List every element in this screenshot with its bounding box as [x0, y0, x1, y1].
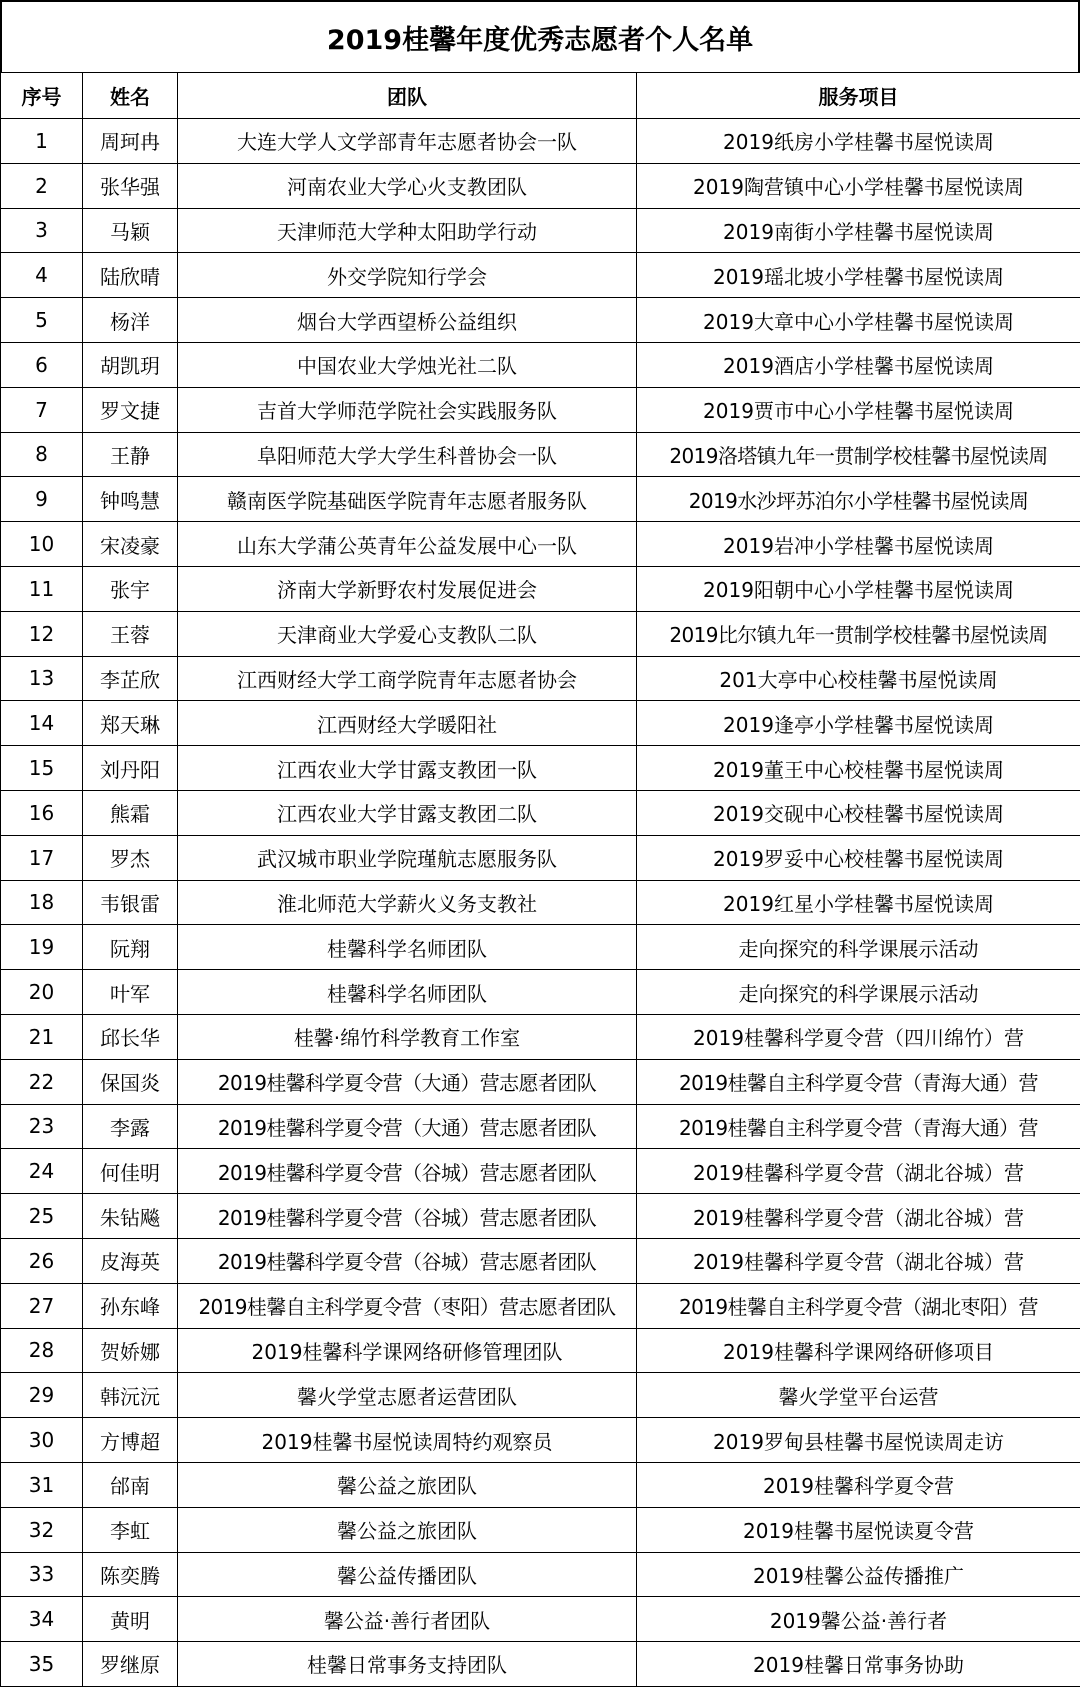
table-row: [1, 119, 1080, 164]
table-row: [1, 835, 1080, 880]
cell-team: 赣南医学院基础医学院青年志愿者服务队: [178, 477, 637, 522]
cell-project: 2019桂馨科学夏令营（四川绵竹）营: [637, 1014, 1080, 1059]
cell-name: 钟鸣慧: [83, 477, 178, 522]
cell-index: 10: [1, 522, 83, 567]
header-index: 序号: [1, 73, 83, 119]
table-row: [1, 298, 1080, 343]
cell-name: 何佳明: [83, 1149, 178, 1194]
cell-name: 杨洋: [83, 298, 178, 343]
table-row: [1, 1283, 1080, 1328]
cell-team: 山东大学蒲公英青年公益发展中心一队: [178, 522, 637, 567]
cell-project: 2019桂馨科学夏令营（湖北谷城）营: [637, 1194, 1080, 1239]
cell-index: 27: [1, 1283, 83, 1328]
cell-index: 30: [1, 1418, 83, 1463]
cell-team: 武汉城市职业学院瑾航志愿服务队: [178, 835, 637, 880]
table-row: [1, 432, 1080, 477]
cell-team: 外交学院知行学会: [178, 253, 637, 298]
cell-project: 2019交砚中心校桂馨书屋悦读周: [637, 790, 1080, 835]
cell-index: 8: [1, 432, 83, 477]
cell-name: 宋凌豪: [83, 522, 178, 567]
cell-name: 韩沅沅: [83, 1373, 178, 1418]
cell-name: 邱长华: [83, 1014, 178, 1059]
cell-name: 叶军: [83, 970, 178, 1015]
table-row: [1, 566, 1080, 611]
cell-name: 韦银雷: [83, 880, 178, 925]
table-row: [1, 1597, 1080, 1642]
cell-index: 13: [1, 656, 83, 701]
cell-name: 罗继原: [83, 1642, 178, 1687]
cell-name: 郑天琳: [83, 701, 178, 746]
cell-team: 2019桂馨科学夏令营（谷城）营志愿者团队: [178, 1238, 637, 1283]
cell-project: 2019水沙坪苏泊尔小学桂馨书屋悦读周: [637, 477, 1080, 522]
table-row: [1, 1418, 1080, 1463]
cell-project: 2019桂馨科学夏令营（湖北谷城）营: [637, 1149, 1080, 1194]
table-row: [1, 1373, 1080, 1418]
cell-index: 15: [1, 746, 83, 791]
cell-name: 朱钻飚: [83, 1194, 178, 1239]
cell-name: 张宇: [83, 566, 178, 611]
cell-index: 17: [1, 835, 83, 880]
cell-name: 陆欣晴: [83, 253, 178, 298]
cell-name: 李虹: [83, 1507, 178, 1552]
cell-index: 23: [1, 1104, 83, 1149]
cell-index: 18: [1, 880, 83, 925]
cell-project: 2019桂馨科学课网络研修项目: [637, 1328, 1080, 1373]
cell-index: 9: [1, 477, 83, 522]
table-row: [1, 1642, 1080, 1687]
cell-project: 201大亭中心校桂馨书屋悦读周: [637, 656, 1080, 701]
cell-name: 李露: [83, 1104, 178, 1149]
cell-index: 33: [1, 1552, 83, 1597]
cell-team: 江西农业大学甘露支教团二队: [178, 790, 637, 835]
table-body: [1, 119, 1080, 1687]
cell-index: 31: [1, 1462, 83, 1507]
table-row: [1, 790, 1080, 835]
cell-name: 陈奕腾: [83, 1552, 178, 1597]
cell-team: 桂馨·绵竹科学教育工作室: [178, 1014, 637, 1059]
cell-team: 2019桂馨科学夏令营（谷城）营志愿者团队: [178, 1149, 637, 1194]
cell-name: 贺娇娜: [83, 1328, 178, 1373]
table-row: [1, 1507, 1080, 1552]
cell-team: 大连大学人文学部青年志愿者协会一队: [178, 119, 637, 164]
cell-index: 5: [1, 298, 83, 343]
cell-project: 2019南街小学桂馨书屋悦读周: [637, 208, 1080, 253]
cell-index: 35: [1, 1642, 83, 1687]
table-row: [1, 1328, 1080, 1373]
cell-project: 2019岩冲小学桂馨书屋悦读周: [637, 522, 1080, 567]
cell-team: 桂馨日常事务支持团队: [178, 1642, 637, 1687]
cell-project: 2019纸房小学桂馨书屋悦读周: [637, 119, 1080, 164]
cell-name: 方博超: [83, 1418, 178, 1463]
cell-index: 14: [1, 701, 83, 746]
cell-name: 王蓉: [83, 611, 178, 656]
cell-team: 2019桂馨科学夏令营（谷城）营志愿者团队: [178, 1194, 637, 1239]
table-row: [1, 656, 1080, 701]
cell-index: 1: [1, 119, 83, 164]
header-team: 团队: [178, 73, 637, 119]
table-row: [1, 253, 1080, 298]
cell-team: 烟台大学西望桥公益组织: [178, 298, 637, 343]
cell-name: 周珂冉: [83, 119, 178, 164]
cell-project: 2019桂馨自主科学夏令营（青海大通）营: [637, 1059, 1080, 1104]
cell-index: 12: [1, 611, 83, 656]
table-row: [1, 1059, 1080, 1104]
cell-name: 熊霜: [83, 790, 178, 835]
cell-name: 胡凯玥: [83, 342, 178, 387]
cell-name: 刘丹阳: [83, 746, 178, 791]
header-name: 姓名: [83, 73, 178, 119]
cell-index: 20: [1, 970, 83, 1015]
cell-team: 2019桂馨科学课网络研修管理团队: [178, 1328, 637, 1373]
cell-team: 2019桂馨科学夏令营（大通）营志愿者团队: [178, 1059, 637, 1104]
table-row: [1, 342, 1080, 387]
table-row: [1, 477, 1080, 522]
cell-project: 2019桂馨公益传播推广: [637, 1552, 1080, 1597]
table-row: [1, 163, 1080, 208]
cell-index: 4: [1, 253, 83, 298]
cell-index: 25: [1, 1194, 83, 1239]
cell-index: 34: [1, 1597, 83, 1642]
cell-index: 3: [1, 208, 83, 253]
cell-name: 张华强: [83, 163, 178, 208]
cell-index: 7: [1, 387, 83, 432]
cell-project: 2019董王中心校桂馨书屋悦读周: [637, 746, 1080, 791]
cell-index: 26: [1, 1238, 83, 1283]
cell-project: 2019罗妥中心校桂馨书屋悦读周: [637, 835, 1080, 880]
cell-project: 2019贾市中心小学桂馨书屋悦读周: [637, 387, 1080, 432]
cell-project: 馨火学堂平台运营: [637, 1373, 1080, 1418]
table-row: [1, 880, 1080, 925]
table-row: [1, 1194, 1080, 1239]
cell-team: 2019桂馨书屋悦读周特约观察员: [178, 1418, 637, 1463]
cell-team: 馨火学堂志愿者运营团队: [178, 1373, 637, 1418]
cell-name: 黄明: [83, 1597, 178, 1642]
cell-index: 2: [1, 163, 83, 208]
cell-project: 2019瑶北坡小学桂馨书屋悦读周: [637, 253, 1080, 298]
cell-project: 2019洛塔镇九年一贯制学校桂馨书屋悦读周: [637, 432, 1080, 477]
cell-team: 江西财经大学暖阳社: [178, 701, 637, 746]
cell-team: 馨公益之旅团队: [178, 1462, 637, 1507]
table-row: [1, 1238, 1080, 1283]
cell-name: 邰南: [83, 1462, 178, 1507]
table-row: [1, 1149, 1080, 1194]
table-header-row: [1, 73, 1080, 119]
cell-index: 32: [1, 1507, 83, 1552]
cell-team: 2019桂馨自主科学夏令营（枣阳）营志愿者团队: [178, 1283, 637, 1328]
cell-team: 河南农业大学心火支教团队: [178, 163, 637, 208]
cell-project: 2019比尔镇九年一贯制学校桂馨书屋悦读周: [637, 611, 1080, 656]
cell-project: 2019红星小学桂馨书屋悦读周: [637, 880, 1080, 925]
cell-team: 馨公益·善行者团队: [178, 1597, 637, 1642]
table-row: [1, 1014, 1080, 1059]
cell-index: 28: [1, 1328, 83, 1373]
cell-team: 济南大学新野农村发展促进会: [178, 566, 637, 611]
table-row: [1, 746, 1080, 791]
cell-project: 2019大章中心小学桂馨书屋悦读周: [637, 298, 1080, 343]
cell-name: 皮海英: [83, 1238, 178, 1283]
table-row: [1, 1104, 1080, 1149]
table-row: [1, 1552, 1080, 1597]
cell-name: 罗杰: [83, 835, 178, 880]
cell-project: 2019桂馨自主科学夏令营（青海大通）营: [637, 1104, 1080, 1149]
cell-project: 2019逢亭小学桂馨书屋悦读周: [637, 701, 1080, 746]
cell-name: 保国炎: [83, 1059, 178, 1104]
cell-team: 中国农业大学烛光社二队: [178, 342, 637, 387]
cell-team: 江西财经大学工商学院青年志愿者协会: [178, 656, 637, 701]
cell-project: 2019阳朝中心小学桂馨书屋悦读周: [637, 566, 1080, 611]
cell-project: 2019罗甸县桂馨书屋悦读周走访: [637, 1418, 1080, 1463]
cell-index: 29: [1, 1373, 83, 1418]
cell-index: 24: [1, 1149, 83, 1194]
cell-name: 阮翔: [83, 925, 178, 970]
cell-team: 2019桂馨科学夏令营（大通）营志愿者团队: [178, 1104, 637, 1149]
cell-team: 淮北师范大学薪火义务支教社: [178, 880, 637, 925]
header-project: 服务项目: [637, 73, 1080, 119]
cell-project: 走向探究的科学课展示活动: [637, 970, 1080, 1015]
cell-index: 11: [1, 566, 83, 611]
cell-team: 桂馨科学名师团队: [178, 925, 637, 970]
cell-project: 2019酒店小学桂馨书屋悦读周: [637, 342, 1080, 387]
cell-team: 馨公益之旅团队: [178, 1507, 637, 1552]
cell-project: 2019桂馨科学夏令营（湖北谷城）营: [637, 1238, 1080, 1283]
table-row: [1, 925, 1080, 970]
cell-project: 2019陶营镇中心小学桂馨书屋悦读周: [637, 163, 1080, 208]
volunteer-table: [0, 72, 1080, 1687]
cell-project: 2019桂馨自主科学夏令营（湖北枣阳）营: [637, 1283, 1080, 1328]
cell-index: 22: [1, 1059, 83, 1104]
cell-index: 16: [1, 790, 83, 835]
table-row: [1, 970, 1080, 1015]
page-title: 2019桂馨年度优秀志愿者个人名单: [0, 0, 1080, 72]
table-row: [1, 522, 1080, 567]
table-row: [1, 387, 1080, 432]
cell-team: 馨公益传播团队: [178, 1552, 637, 1597]
cell-team: 阜阳师范大学大学生科普协会一队: [178, 432, 637, 477]
cell-name: 罗文捷: [83, 387, 178, 432]
cell-team: 江西农业大学甘露支教团一队: [178, 746, 637, 791]
cell-index: 6: [1, 342, 83, 387]
cell-team: 天津商业大学爱心支教队二队: [178, 611, 637, 656]
cell-project: 2019桂馨日常事务协助: [637, 1642, 1080, 1687]
cell-name: 李芷欣: [83, 656, 178, 701]
cell-project: 2019馨公益·善行者: [637, 1597, 1080, 1642]
table-row: [1, 701, 1080, 746]
cell-team: 桂馨科学名师团队: [178, 970, 637, 1015]
table-row: [1, 208, 1080, 253]
table-row: [1, 1462, 1080, 1507]
cell-team: 天津师范大学种太阳助学行动: [178, 208, 637, 253]
cell-project: 走向探究的科学课展示活动: [637, 925, 1080, 970]
cell-index: 19: [1, 925, 83, 970]
cell-name: 王静: [83, 432, 178, 477]
table-row: [1, 611, 1080, 656]
cell-project: 2019桂馨科学夏令营: [637, 1462, 1080, 1507]
cell-name: 马颖: [83, 208, 178, 253]
cell-index: 21: [1, 1014, 83, 1059]
cell-project: 2019桂馨书屋悦读夏令营: [637, 1507, 1080, 1552]
cell-name: 孙东峰: [83, 1283, 178, 1328]
cell-team: 吉首大学师范学院社会实践服务队: [178, 387, 637, 432]
